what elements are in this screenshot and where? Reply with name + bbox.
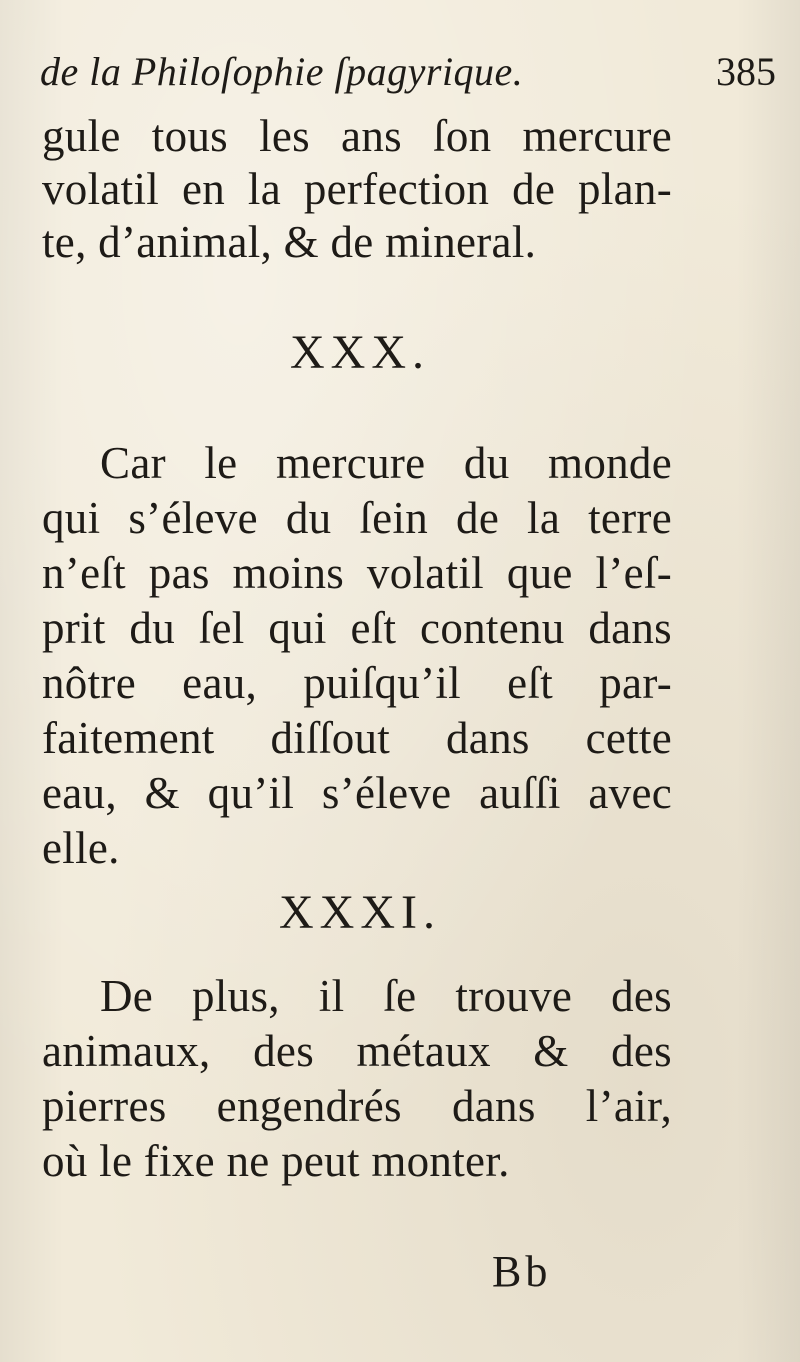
text-line: te, d’animal, & de mineral. [42, 217, 537, 267]
text-line: gule tous les ans ſon mercure [42, 111, 672, 161]
text-line: elle. [42, 823, 120, 873]
text-line: pierres engendrés dans l’air, [42, 1081, 672, 1131]
text-line: où le fixe ne peut monter. [42, 1136, 510, 1186]
section-heading-xxx: XXX. [290, 326, 430, 379]
text-line: animaux, des métaux & des [42, 1026, 672, 1076]
text-line: n’eſt pas moins volatil que l’eſ- [42, 548, 672, 598]
running-head [40, 48, 780, 106]
text-line: prit du ſel qui eſt contenu dans [42, 603, 672, 653]
page-number: 385 [716, 49, 776, 94]
text-line: De plus, il ſe trouve des [100, 971, 672, 1021]
text-line: volatil en la perfection de plan- [42, 164, 672, 214]
running-title: de la Philoſophie ſpagyrique. [40, 49, 524, 94]
signature-mark: Bb [492, 1247, 552, 1296]
text-line: Car le mercure du monde [100, 438, 672, 488]
section-heading-xxxi: XXXI. [279, 886, 441, 939]
text-line: faitement diſſout dans cette [42, 713, 672, 763]
text-line: nôtre eau, puiſqu’il eſt par- [42, 658, 672, 708]
text-line: eau, & qu’il s’éleve auſſi avec [42, 768, 672, 818]
text-line: qui s’éleve du ſein de la terre [42, 493, 672, 543]
